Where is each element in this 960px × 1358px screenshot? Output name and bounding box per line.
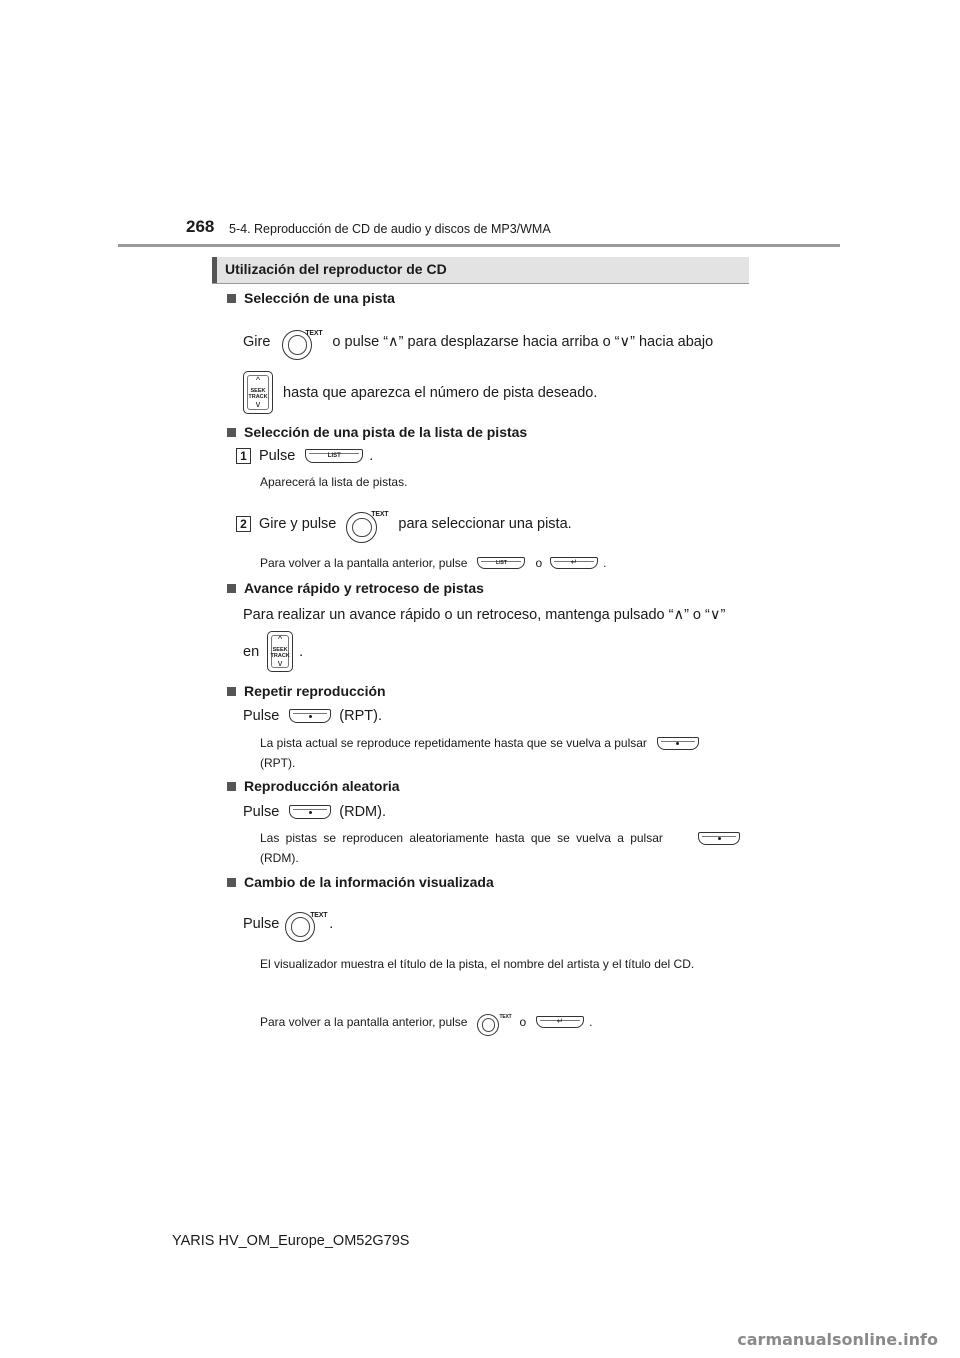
- heading-text: Repetir reproducción: [244, 683, 386, 699]
- s1-line1: [243, 324, 746, 360]
- seek-track-button-icon: ^ SEEK TRACK v: [243, 371, 273, 414]
- page-number: 268: [186, 217, 215, 236]
- s5-line: Pulse (RDM).: [243, 804, 386, 820]
- down-arrow-icon: ∨: [709, 607, 721, 623]
- text-knob-icon: TEXT: [346, 505, 388, 543]
- rdm-button-icon: [289, 805, 331, 819]
- list-button-icon: LIST: [305, 449, 363, 463]
- s3-line2: en ^ SEEK TRACK v .: [243, 631, 303, 672]
- s5-note: Las pistas se reproducen aleatoriamente hasta que se vuelva a pulsar (RDM).: [260, 829, 740, 867]
- s6-note1: El visualizador muestra el título de la pista, el nombre del artista y el título del CD.: [260, 957, 695, 971]
- back-button-icon: ↵: [536, 1016, 584, 1028]
- text-knob-icon: TEXT: [477, 1008, 511, 1036]
- s4-line: Pulse (RPT).: [243, 708, 382, 724]
- back-button-icon: ↵: [550, 557, 598, 569]
- s1-line2: [243, 371, 597, 414]
- up-arrow-icon: ∧: [388, 334, 399, 350]
- section-banner: [212, 257, 749, 284]
- list-button-icon: LIST: [477, 557, 525, 569]
- step2-text: Gire y pulse: [259, 516, 337, 532]
- header-divider: [118, 244, 840, 247]
- step-number-2: 2: [236, 516, 251, 532]
- heading-text: Avance rápido y retroceso de pistas: [244, 580, 484, 596]
- heading-text: Cambio de la información visualizada: [244, 874, 494, 890]
- heading-repeat: [227, 683, 386, 699]
- bullet-square: [227, 584, 236, 593]
- heading-display-info: [227, 874, 494, 890]
- s1-text-end: hasta que aparezca el número de pista deseado.: [283, 384, 598, 401]
- bullet-square: [227, 294, 236, 303]
- step1-text: Pulse: [259, 448, 296, 464]
- s6-note2: Para volver a la pantalla anterior, pulse TEXT o ↵ .: [260, 1008, 593, 1036]
- heading-text: Reproducción aleatoria: [244, 778, 400, 794]
- heading-text: Selección de una pista: [244, 290, 395, 306]
- s1-text: Gire: [243, 334, 271, 350]
- rpt-button-icon: [657, 737, 699, 750]
- step-number-1: 1: [236, 448, 251, 464]
- step2-text-end: para seleccionar una pista.: [398, 516, 572, 532]
- step-2: [236, 505, 572, 543]
- step2-note: Para volver a la pantalla anterior, pulse LIST o ↵ .: [260, 556, 607, 570]
- step-1: [236, 446, 373, 466]
- text-knob-icon: TEXT: [285, 906, 327, 942]
- heading-track-list: [227, 424, 527, 440]
- s4-note: La pista actual se reproduce repetidamente hasta que se vuelva a pulsar (RPT).: [260, 734, 740, 772]
- down-arrow-icon: ∨: [619, 334, 631, 350]
- s1-sentence: o pulse “∧” para desplazarse hacia arriba o “∨” hacia abajo: [332, 334, 714, 350]
- bullet-square: [227, 687, 236, 696]
- step1-note: Aparecerá la lista de pistas.: [260, 475, 408, 489]
- heading-random: [227, 778, 400, 794]
- s3-line1: Para realizar un avance rápido o un retroceso, mantenga pulsado “∧” o “∨”: [243, 607, 726, 623]
- heading-track-selection: [227, 290, 395, 306]
- rpt-button-icon: [289, 709, 331, 723]
- bullet-square: [227, 782, 236, 791]
- heading-text: Selección de una pista de la lista de pistas: [244, 424, 528, 440]
- document-code: YARIS HV_OM_Europe_OM52G79S: [172, 1233, 410, 1249]
- seek-track-button-icon: ^ SEEK TRACK v: [267, 631, 293, 672]
- chapter-title: 5-4. Reproducción de CD de audio y discos de MP3/WMA: [229, 222, 551, 236]
- rdm-button-icon: [698, 832, 740, 845]
- banner-accent: [212, 257, 217, 283]
- text-knob-icon: TEXT: [282, 324, 322, 360]
- s6-line: Pulse TEXT .: [243, 906, 333, 942]
- bullet-square: [227, 428, 236, 437]
- up-arrow-icon: ∧: [673, 607, 685, 623]
- watermark: carmanualsonline.info: [737, 1330, 938, 1349]
- bullet-square: [227, 878, 236, 887]
- period: .: [369, 448, 374, 464]
- section-title: Utilización del reproductor de CD: [225, 261, 447, 277]
- heading-fast-forward: [227, 580, 484, 596]
